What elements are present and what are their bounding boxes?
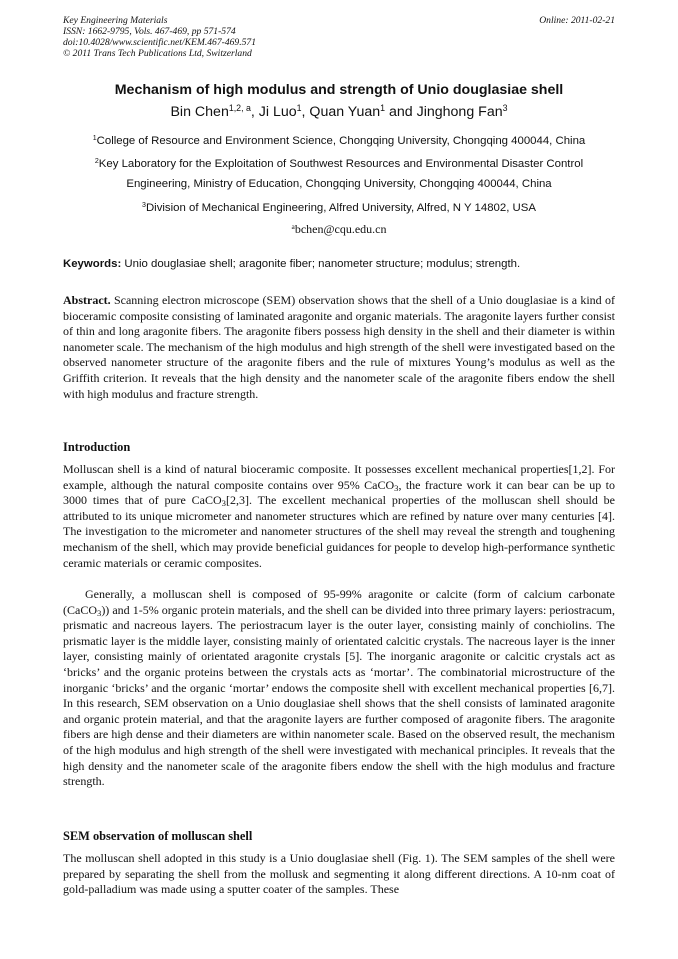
author-affiliation-mark: 3 bbox=[502, 103, 508, 114]
author-name: Quan Yuan bbox=[309, 104, 381, 120]
journal-header bbox=[63, 15, 615, 59]
email-address: bchen@cqu.edu.cn bbox=[294, 222, 387, 236]
paragraph-text: , the fracture work it can bear can be up to 3000 times that of pure CaCO bbox=[63, 477, 616, 508]
intro-paragraph-2 bbox=[63, 587, 615, 790]
paragraph-text: [2,3]. The excellent mechanical properties of the molluscan shell should be attributed to its unique micrometer and nanometer structures which are refined by nature over many centuries [4]. The investigation to the micrometer and nanometer structures of the shell may reveal the strength and toughening mechanism of the shell, which may provide beneficial guidances for people to develop high-performance synthetic ceramic materials or ceramic composites. bbox=[63, 493, 616, 570]
affiliation-mark: 2 bbox=[94, 158, 99, 166]
author-name: Ji Luo bbox=[258, 104, 297, 120]
keywords-text: Unio douglasiae shell; aragonite fiber; nanometer structure; modulus; strength. bbox=[121, 258, 521, 270]
author-list bbox=[0, 104, 678, 120]
intro-paragraph-1 bbox=[63, 462, 615, 571]
subscript: 3 bbox=[97, 607, 102, 618]
section-heading-sem: SEM observation of molluscan shell bbox=[63, 829, 253, 843]
copyright-line: © 2011 Trans Tech Publications Ltd, Switzerland bbox=[63, 48, 252, 59]
affiliation-1 bbox=[0, 131, 678, 151]
affiliation-text: College of Resource and Environment Science, Chongqing University, Chongqing 400044, China bbox=[96, 135, 586, 147]
keywords-label: Keywords: bbox=[63, 258, 122, 270]
paragraph-text: )) and 1-5% organic protein materials, and the shell can be divided into three primary layers: periostracum, prismatic and nacreous layers. The periostracum layer is the outer layer, consisting mainly of conchiolins. The prismatic layer is the middle layer, consisting mainly of orientated calcitic crystals. The nacreous layer is the inner layer, consisting mainly of orientated aragonite crystals [5]. The inorganic aragonite or calcitic crystals act as ‘bricks’ and the organic proteins between the crystals acts as ‘mortar’. The combinatorial microstructure of the inorganic ‘bricks’ and the organic ‘mortar’ endows the composite shell with excellent mechanical properties [6,7]. In this research, SEM observation on a Unio douglasiae shell shows that the shell consists of laminated aragonite and organic protein material, and that the aragonite layers are further composed of aragonite fibers. The aragonite fibers are high dense and their diameters are within nanometer scale. Based on the observed result, the mechanism of the high modulus and high strength of the shell were investigated with mechanical principles. It reveals that the high density and the nanometer scale of the aragonite fibers endow the shell with the high modulus and fracture strength. bbox=[63, 602, 615, 789]
affiliation-text: Engineering, Ministry of Education, Chongqing University, Chongqing 400044, China bbox=[126, 178, 552, 190]
paragraph-text: Molluscan shell is a kind of natural bioceramic composite. It possesses excellent mechanical properties[1,2]. For example, although the natural composite contains over 95% CaCO bbox=[63, 462, 615, 492]
corresponding-email bbox=[0, 222, 678, 237]
author-name: Bin Chen bbox=[170, 104, 229, 120]
abstract bbox=[63, 293, 615, 402]
abstract-text: Scanning electron microscope (SEM) observation shows that the shell of a Unio douglasiae is a kind of bioceramic composite consisting of laminated aragonite and organic materials. The aragonite layers further consist of thin and long aragonite fibers. The aragonite fibers possess high density in the shell and their diameter is within nanometer scale. The mechanism of the high modulus and high strength of the shell were investigated based on the observed nanometer structure of the aragonite fibers and the rule of mixtures Young’s modulus as well as the Griffith criterion. It reveals that the high density and the nanometer scale of the aragonite fibers endow the shell with high modulus and fracture strength. bbox=[63, 293, 615, 401]
paper-title: Mechanism of high modulus and strength of Unio douglasiae shell bbox=[114, 82, 564, 98]
author-affiliation-mark: 1 bbox=[296, 103, 302, 114]
subscript: 3 bbox=[394, 482, 399, 493]
affiliation-mark: 3 bbox=[142, 202, 146, 210]
affiliation-3 bbox=[0, 198, 678, 218]
author-separator: , bbox=[250, 104, 259, 120]
online-date: Online: 2011-02-21 bbox=[539, 15, 615, 26]
author-affiliation-mark: 1 bbox=[380, 103, 386, 114]
sem-paragraph-1: The molluscan shell adopted in this study is a Unio douglasiae shell (Fig. 1). The SEM samples of the shell were prepared by separating the shell from the mollusk and segmenting it along different directions. A 10-nm coat of gold-palladium was made using a sputter coater of the samples. These bbox=[63, 851, 615, 897]
email-mark: a bbox=[291, 221, 295, 231]
paragraph-text: Generally, a molluscan shell is composed of 95-99% aragonite or calcite (form of calcium carbonate (CaCO bbox=[63, 587, 615, 617]
affiliation-text: Key Laboratory for the Exploitation of Southwest Resources and Environmental Disaster Control bbox=[98, 158, 584, 170]
author-affiliation-mark: 1,2, a bbox=[228, 103, 251, 114]
subscript: 3 bbox=[221, 498, 226, 509]
affiliation-text: Division of Mechanical Engineering, Alfred University, Alfred, N Y 14802, USA bbox=[145, 202, 536, 214]
journal-name: Key Engineering Materials bbox=[63, 15, 168, 26]
affiliation-2 bbox=[0, 154, 678, 194]
affiliation-mark: 1 bbox=[92, 135, 97, 143]
section-heading-introduction: Introduction bbox=[63, 440, 131, 454]
abstract-label: Abstract. bbox=[63, 293, 111, 307]
issn-line: ISSN: 1662-9795, Vols. 467-469, pp 571-574 bbox=[63, 26, 236, 37]
keywords bbox=[63, 258, 623, 270]
doi-line: doi:10.4028/www.scientific.net/KEM.467-469.571 bbox=[63, 37, 257, 48]
author-name: Jinghong Fan bbox=[416, 104, 503, 120]
author-separator: , bbox=[301, 104, 310, 120]
author-separator: and bbox=[385, 104, 417, 120]
